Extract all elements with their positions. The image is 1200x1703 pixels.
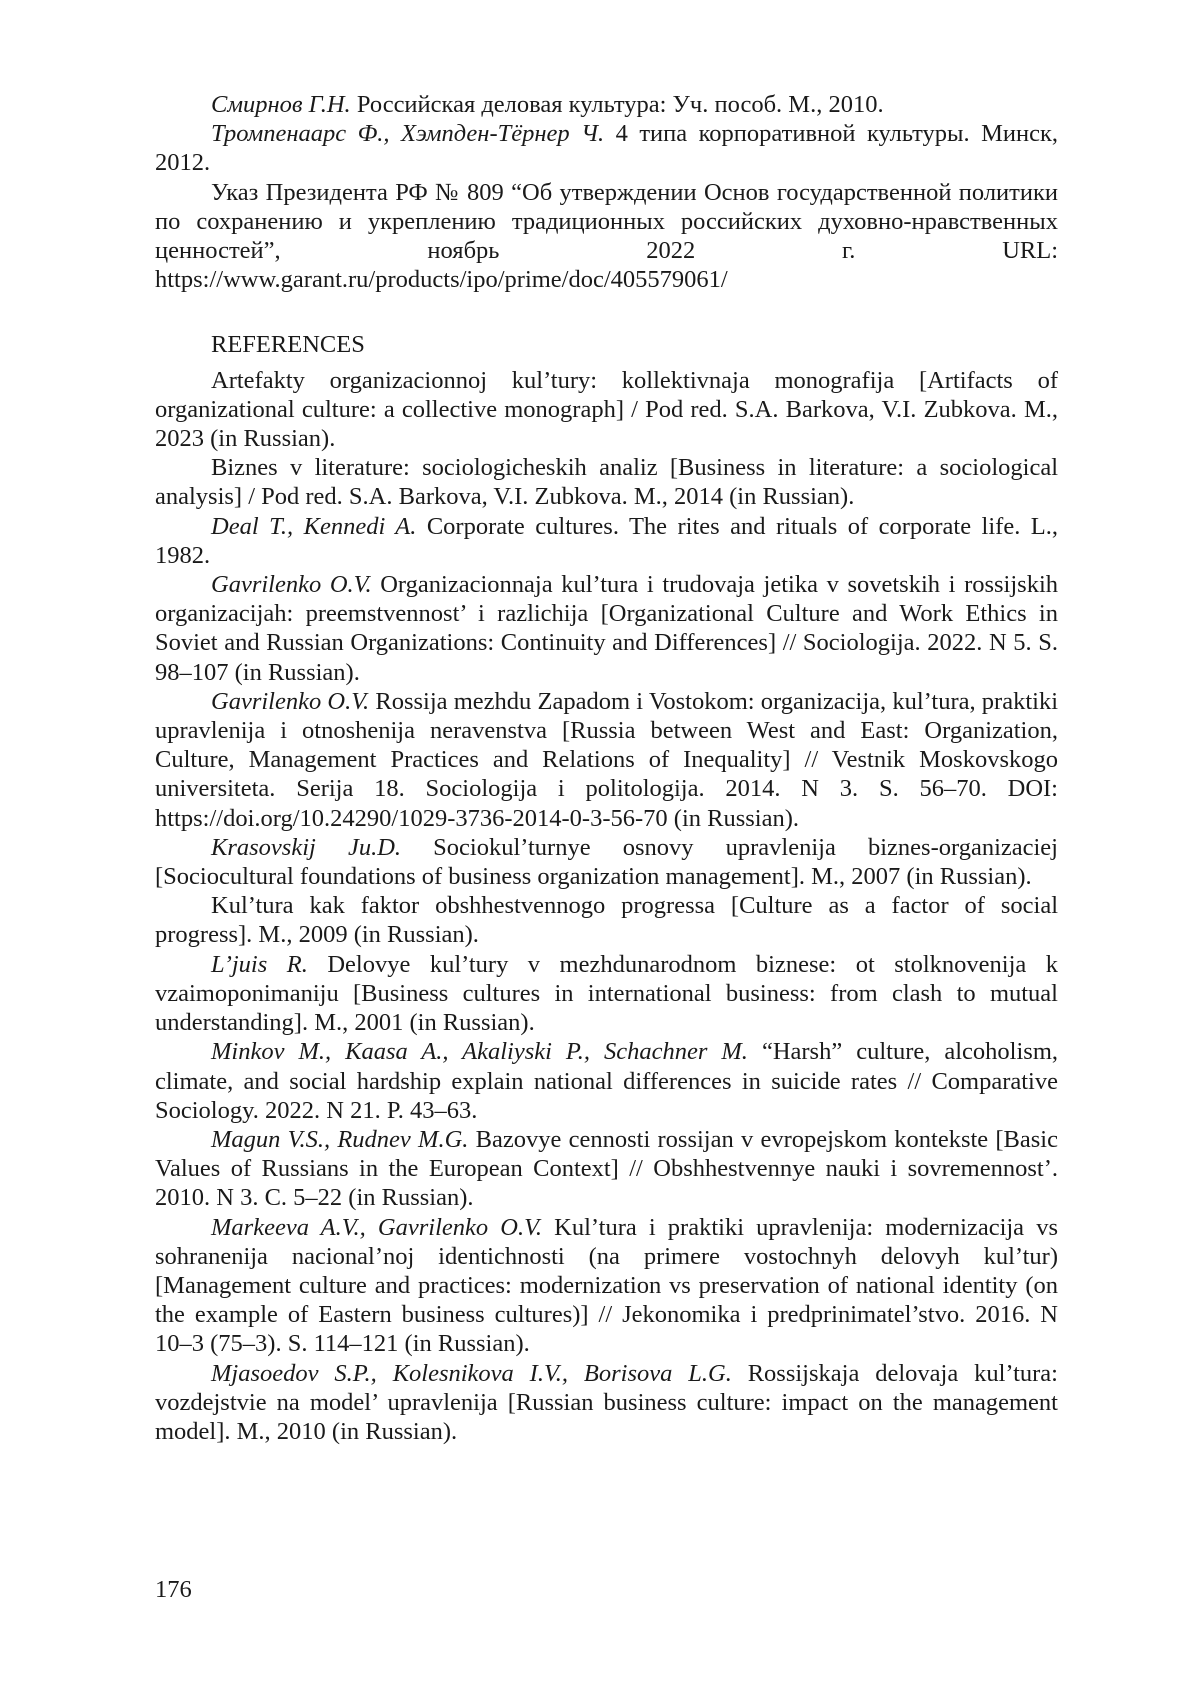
- reference-entry: [155, 1037, 1058, 1125]
- reference-entry: [155, 833, 1058, 891]
- entry-text: 4 типа корпоративной культуры. Минск, 2012.: [155, 120, 1058, 176]
- entry-text: Rossijskaja delovaja kul’tura: vozdejstvie na model’ upravlenija [Russian business culture: impact on the management model]. M., 2010 (in Russian).: [155, 1360, 1058, 1445]
- entry-author: Krasovskij Ju.D.: [211, 834, 401, 861]
- entry-text: Kul’tura kak faktor obshhestvennogo progressa [Culture as a factor of social progress]. M., 2009 (in Russian).: [155, 892, 1058, 948]
- bibliography-entry: [155, 119, 1058, 177]
- references-heading: REFERENCES: [211, 330, 1058, 359]
- entry-text: Artefakty organizacionnoj kul’tury: kollektivnaja monografija [Artifacts of organizational culture: a collective monograph] / Pod red. S.A. Barkova, V.I. Zubkova. M., 2023 (in Russian).: [155, 367, 1058, 452]
- entry-text: Указ Президента РФ № 809 “Об утверждении Основ государственной политики по сохранению и укреплению традиционных российских духовно-нравственных ценностей”, ноябрь 2022 г. URL: https://www.garant.ru/products/ipo/prime/doc/405579061/: [155, 179, 1058, 294]
- entry-text: Delovye kul’tury v mezhdunarodnom biznese: ot stolknovenija k vzaimoponimaniju [Business cultures in international business: from clash to mutual understanding]. M., 2001 (in Russian).: [155, 951, 1058, 1036]
- entry-author: Gavrilenko O.V.: [211, 688, 369, 715]
- entry-author: Gavrilenko O.V.: [211, 571, 372, 598]
- entry-text: Bazovye cennosti rossijan v evropejskom kontekste [Basic Values of Russians in the European Context] // Obshhestvennye nauki i sovremennost’. 2010. N 3. C. 5–22 (in Russian).: [155, 1126, 1058, 1211]
- reference-entry: [155, 950, 1058, 1038]
- entry-author: Minkov M., Kaasa A., Akaliyski P., Schachner M.: [211, 1038, 748, 1065]
- entry-text: Sociokul’turnye osnovy upravlenija biznes-organizaciej [Sociocultural foundations of business organization management]. M., 2007 (in Russian).: [155, 834, 1058, 890]
- reference-entry: [155, 366, 1058, 454]
- entry-author: L’juis R.: [211, 951, 308, 978]
- entry-text: Kul’tura i praktiki upravlenija: modernizacija vs sohranenija nacional’noj identichnosti (na primere vostochnyh delovyh kul’tur) [Management culture and practices: modernization vs preservation of national identity (on the example of Eastern business cultures)] // Jekonomika i predprinimatel’stvo. 2016. N 10–3 (75–3). S. 114–121 (in Russian).: [155, 1214, 1058, 1358]
- reference-entry: [155, 1125, 1058, 1213]
- entry-text: “Harsh” culture, alcoholism, climate, and social hardship explain national differences in suicide rates // Comparative Sociology. 2022. N 21. P. 43–63.: [155, 1038, 1058, 1123]
- bibliography-entry: [155, 178, 1058, 295]
- entry-author: Смирнов Г.Н.: [211, 91, 351, 118]
- entry-text: Rossija mezhdu Zapadom i Vostokom: organizacija, kul’tura, praktiki upravlenija i otnoshenija neravenstva [Russia between West and East: Organization, Culture, Management Practices and Relations of Inequality] // Vestnik Moskovskogo universiteta. Serija 18. Sociologija i politologija. 2014. N 3. S. 56–70. DOI: https://doi.org/10.24290/1029-3736-2014-0-3-56-70 (in Russian).: [155, 688, 1058, 832]
- reference-entry: [155, 687, 1058, 833]
- entry-text: Российская деловая культура: Уч. пособ. М., 2010.: [351, 91, 884, 118]
- entry-text: Corporate cultures. The rites and rituals of corporate life. L., 1982.: [155, 513, 1058, 569]
- entry-text: Biznes v literature: sociologicheskih analiz [Business in literature: a sociological analysis] / Pod red. S.A. Barkova, V.I. Zubkova. M., 2014 (in Russian).: [155, 454, 1058, 510]
- page-body: [155, 90, 1058, 1446]
- entry-text: Organizacionnaja kul’tura i trudovaja jetika v sovetskih i rossijskih organizacijah: preemstvennost’ i razlichija [Organizational Culture and Work Ethics in Soviet and Russian Organizations: Continuity and Differences] // Sociologija. 2022. N 5. S. 98–107 (in Russian).: [155, 571, 1058, 686]
- references-list: [155, 366, 1058, 1447]
- entry-author: Markeeva A.V., Gavrilenko O.V.: [211, 1214, 542, 1241]
- page-number: 176: [155, 1576, 192, 1604]
- bibliography-entry: [155, 90, 1058, 119]
- entry-author: Deal T., Kennedi A.: [211, 513, 416, 540]
- russian-sources-list: [155, 90, 1058, 294]
- reference-entry: [155, 570, 1058, 687]
- reference-entry: [155, 891, 1058, 949]
- reference-entry: [155, 1359, 1058, 1447]
- entry-author: Magun V.S., Rudnev M.G.: [211, 1126, 468, 1153]
- entry-author: Тромпенаарс Ф., Хэмпден-Тёрнер Ч.: [211, 120, 604, 147]
- reference-entry: [155, 453, 1058, 511]
- reference-entry: [155, 1213, 1058, 1359]
- entry-author: Mjasoedov S.P., Kolesnikova I.V., Borisova L.G.: [211, 1360, 732, 1387]
- reference-entry: [155, 512, 1058, 570]
